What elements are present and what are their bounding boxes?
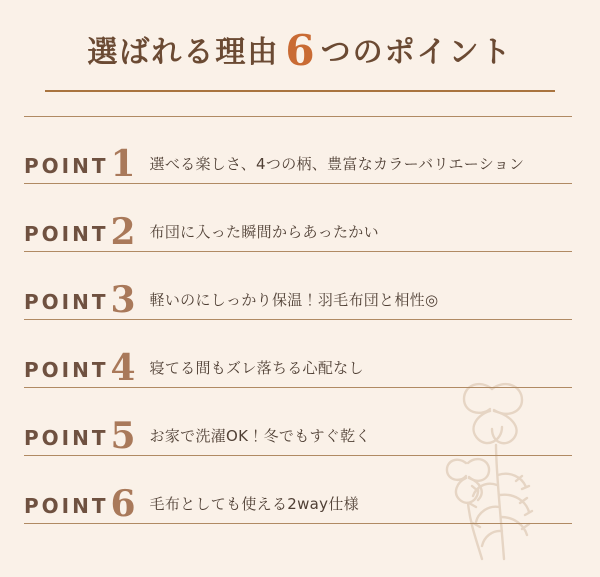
point-description: お家で洗濯OK！冬でもすぐ乾く — [149, 427, 371, 446]
point-number: 3 — [110, 279, 136, 322]
point-description: 布団に入った瞬間からあったかい — [149, 223, 379, 242]
heading-divider — [45, 90, 555, 92]
list-item — [24, 252, 572, 320]
list-item — [24, 388, 572, 456]
list-item — [24, 116, 572, 184]
point-number: 4 — [110, 347, 136, 390]
page-heading — [0, 0, 600, 92]
point-number: 6 — [110, 483, 136, 526]
points-list — [0, 116, 600, 524]
point-word: POINT — [24, 222, 109, 247]
point-number: 2 — [110, 211, 136, 254]
heading-number: 6 — [285, 26, 315, 75]
point-label — [24, 483, 136, 526]
point-word: POINT — [24, 426, 109, 451]
point-label — [24, 211, 136, 254]
point-label — [24, 143, 136, 186]
point-number: 5 — [110, 415, 136, 458]
point-description: 軽いのにしっかり保温！羽毛布団と相性◎ — [149, 291, 439, 310]
heading-text — [87, 26, 512, 76]
point-word: POINT — [24, 494, 109, 519]
point-description: 選べる楽しさ、4つの柄、豊富なカラーバリエーション — [149, 155, 525, 174]
point-label — [24, 279, 136, 322]
list-item — [24, 184, 572, 252]
point-description: 寝てる間もズレ落ちる心配なし — [149, 359, 364, 378]
heading-prefix: 選ばれる理由 — [87, 35, 280, 70]
point-label — [24, 347, 136, 390]
point-description: 毛布としても使える2way仕様 — [149, 495, 359, 514]
list-item — [24, 320, 572, 388]
heading-suffix: つのポイント — [320, 35, 513, 70]
point-number: 1 — [110, 143, 136, 186]
point-word: POINT — [24, 154, 109, 179]
list-item — [24, 456, 572, 524]
point-word: POINT — [24, 358, 109, 383]
point-label — [24, 415, 136, 458]
point-word: POINT — [24, 290, 109, 315]
